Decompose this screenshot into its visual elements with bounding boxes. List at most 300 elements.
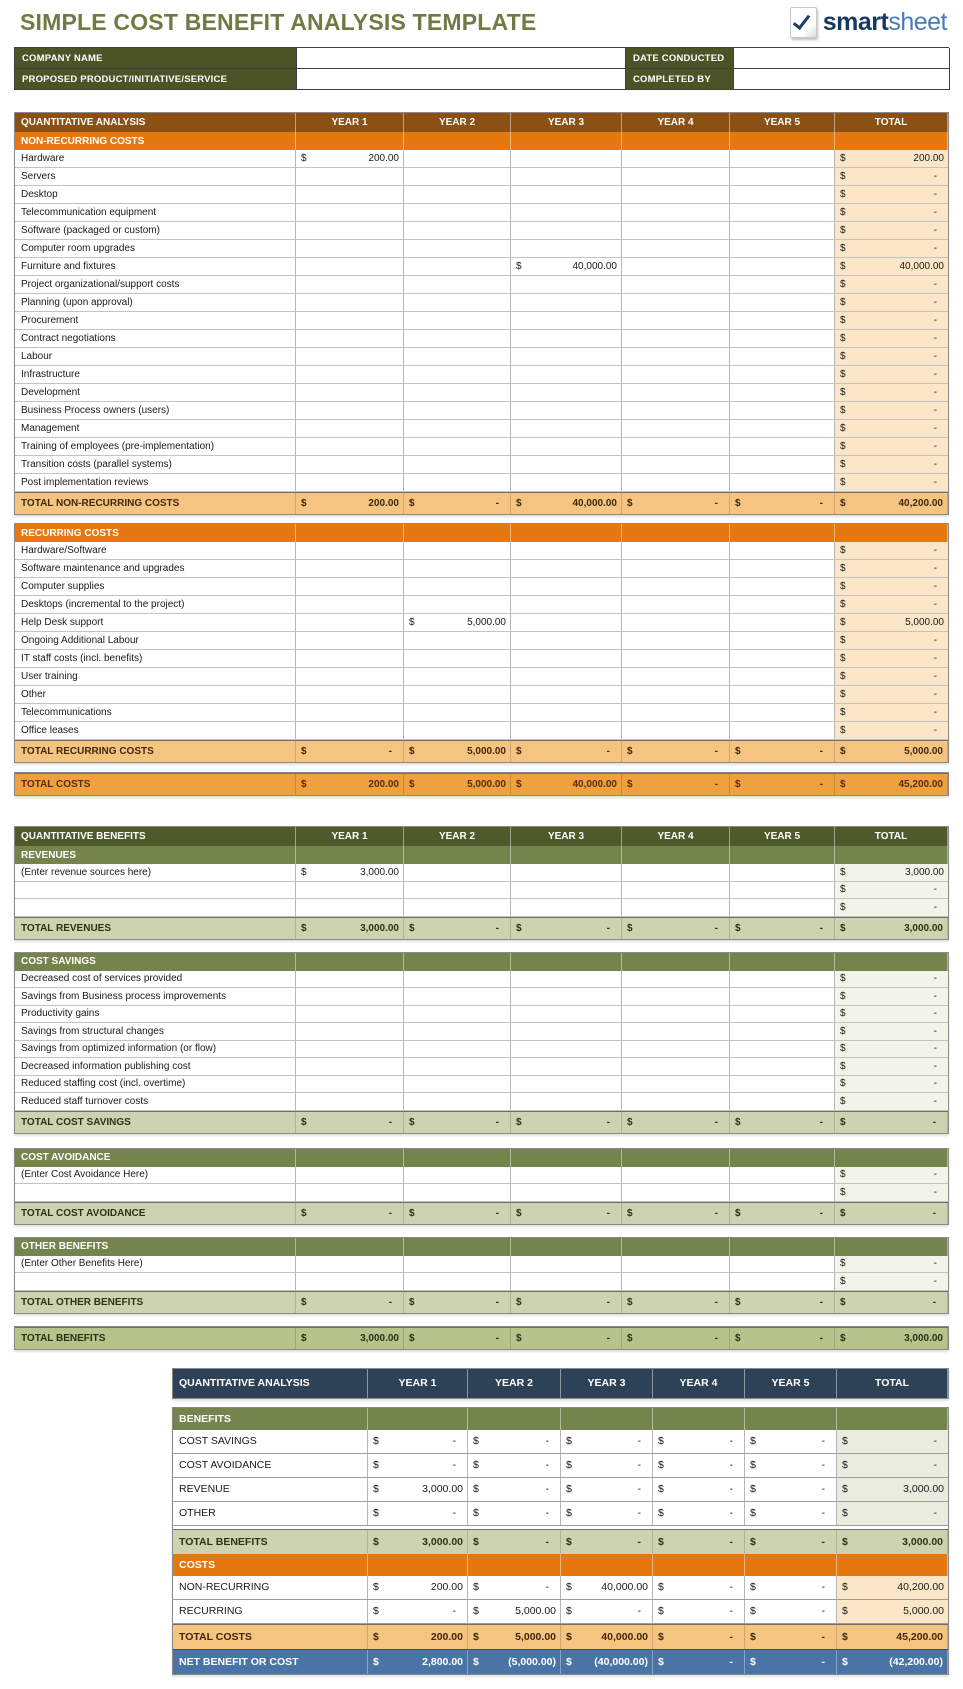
money-cell[interactable] [835, 918, 948, 939]
money-cell[interactable] [561, 1478, 653, 1501]
money-cell[interactable] [835, 240, 948, 257]
money-cell[interactable] [653, 1454, 745, 1477]
money-cell[interactable] [404, 1184, 511, 1201]
money-cell[interactable] [296, 1273, 404, 1290]
money-cell[interactable] [468, 1502, 561, 1525]
money-cell[interactable] [404, 384, 511, 401]
money-cell[interactable] [730, 722, 835, 739]
money-cell[interactable] [730, 204, 835, 221]
money-cell[interactable] [296, 186, 404, 203]
money-cell[interactable] [296, 1184, 404, 1201]
money-cell[interactable] [296, 1023, 404, 1040]
money-cell[interactable] [622, 899, 730, 916]
money-cell[interactable] [296, 614, 404, 631]
money-cell[interactable] [730, 1273, 835, 1290]
money-cell[interactable] [835, 542, 948, 559]
money-cell[interactable] [835, 348, 948, 365]
money-cell[interactable] [404, 240, 511, 257]
money-cell[interactable] [404, 632, 511, 649]
money-cell[interactable] [511, 493, 622, 514]
money-cell[interactable] [296, 1203, 404, 1224]
money-cell[interactable] [837, 1576, 948, 1599]
money-cell[interactable] [622, 1058, 730, 1075]
money-cell[interactable] [622, 222, 730, 239]
money-cell[interactable] [835, 1023, 948, 1040]
money-cell[interactable] [835, 493, 948, 514]
money-cell[interactable] [622, 578, 730, 595]
money-cell[interactable] [835, 1184, 948, 1201]
money-cell[interactable] [730, 150, 835, 167]
money-cell[interactable] [404, 312, 511, 329]
money-cell[interactable] [511, 560, 622, 577]
money-cell[interactable] [730, 1058, 835, 1075]
money-cell[interactable] [404, 402, 511, 419]
money-cell[interactable] [511, 366, 622, 383]
money-cell[interactable] [622, 366, 730, 383]
money-cell[interactable] [835, 1273, 948, 1290]
money-cell[interactable] [296, 420, 404, 437]
money-cell[interactable] [561, 1454, 653, 1477]
money-cell[interactable] [835, 186, 948, 203]
money-cell[interactable] [468, 1454, 561, 1477]
money-cell[interactable] [296, 1093, 404, 1110]
money-cell[interactable] [368, 1502, 468, 1525]
money-cell[interactable] [622, 1256, 730, 1273]
money-cell[interactable] [835, 1058, 948, 1075]
money-cell[interactable] [404, 330, 511, 347]
money-cell[interactable] [511, 1256, 622, 1273]
money-cell[interactable] [511, 384, 622, 401]
money-cell[interactable] [622, 864, 730, 881]
money-cell[interactable] [835, 1041, 948, 1058]
money-cell[interactable] [730, 456, 835, 473]
money-cell[interactable] [730, 312, 835, 329]
money-cell[interactable] [730, 348, 835, 365]
money-cell[interactable] [296, 348, 404, 365]
money-cell[interactable] [561, 1576, 653, 1599]
money-cell[interactable] [622, 1203, 730, 1224]
money-cell[interactable] [511, 542, 622, 559]
money-cell[interactable] [511, 258, 622, 275]
money-cell[interactable] [296, 1292, 404, 1313]
money-cell[interactable] [835, 741, 948, 762]
money-cell[interactable] [404, 722, 511, 739]
money-cell[interactable] [404, 258, 511, 275]
money-cell[interactable] [404, 1112, 511, 1133]
money-cell[interactable] [404, 864, 511, 881]
money-cell[interactable] [404, 204, 511, 221]
money-cell[interactable] [368, 1430, 468, 1453]
money-cell[interactable] [835, 312, 948, 329]
money-cell[interactable] [296, 456, 404, 473]
money-cell[interactable] [511, 596, 622, 613]
money-cell[interactable] [622, 258, 730, 275]
money-cell[interactable] [837, 1502, 948, 1525]
money-cell[interactable] [404, 1273, 511, 1290]
money-cell[interactable] [622, 402, 730, 419]
money-cell[interactable] [730, 1167, 835, 1184]
money-cell[interactable] [296, 988, 404, 1005]
money-cell[interactable] [511, 1093, 622, 1110]
money-cell[interactable] [511, 168, 622, 185]
money-cell[interactable] [622, 704, 730, 721]
money-cell[interactable] [511, 204, 622, 221]
money-cell[interactable] [837, 1625, 948, 1649]
money-cell[interactable] [622, 1112, 730, 1133]
money-cell[interactable] [622, 168, 730, 185]
money-cell[interactable] [368, 1478, 468, 1501]
money-cell[interactable] [730, 1076, 835, 1093]
money-cell[interactable] [404, 493, 511, 514]
money-cell[interactable] [296, 1256, 404, 1273]
money-cell[interactable] [835, 1076, 948, 1093]
money-cell[interactable] [296, 402, 404, 419]
money-cell[interactable] [835, 276, 948, 293]
money-cell[interactable] [622, 1292, 730, 1313]
money-cell[interactable] [730, 560, 835, 577]
money-cell[interactable] [404, 1292, 511, 1313]
money-cell[interactable] [296, 741, 404, 762]
money-cell[interactable] [296, 258, 404, 275]
money-cell[interactable] [404, 150, 511, 167]
money-cell[interactable] [730, 596, 835, 613]
money-cell[interactable] [622, 330, 730, 347]
money-cell[interactable] [404, 560, 511, 577]
money-cell[interactable] [404, 988, 511, 1005]
money-cell[interactable] [622, 493, 730, 514]
money-cell[interactable] [296, 168, 404, 185]
money-cell[interactable] [511, 988, 622, 1005]
money-cell[interactable] [368, 1530, 468, 1554]
money-cell[interactable] [835, 1167, 948, 1184]
money-cell[interactable] [745, 1478, 837, 1501]
money-cell[interactable] [511, 1076, 622, 1093]
money-cell[interactable] [622, 741, 730, 762]
money-cell[interactable] [622, 1328, 730, 1349]
completed-by-input[interactable] [734, 69, 950, 90]
money-cell[interactable] [622, 668, 730, 685]
money-cell[interactable] [622, 971, 730, 988]
money-cell[interactable] [835, 596, 948, 613]
money-cell[interactable] [622, 1167, 730, 1184]
money-cell[interactable] [622, 1184, 730, 1201]
money-cell[interactable] [835, 578, 948, 595]
money-cell[interactable] [622, 632, 730, 649]
money-cell[interactable] [653, 1625, 745, 1649]
money-cell[interactable] [511, 222, 622, 239]
money-cell[interactable] [404, 650, 511, 667]
money-cell[interactable] [837, 1430, 948, 1453]
money-cell[interactable] [745, 1600, 837, 1623]
money-cell[interactable] [511, 1058, 622, 1075]
money-cell[interactable] [511, 1292, 622, 1313]
money-cell[interactable] [468, 1625, 561, 1649]
money-cell[interactable] [561, 1650, 653, 1674]
money-cell[interactable] [404, 1041, 511, 1058]
money-cell[interactable] [296, 204, 404, 221]
money-cell[interactable] [511, 774, 622, 795]
money-cell[interactable] [835, 366, 948, 383]
money-cell[interactable] [835, 474, 948, 491]
money-cell[interactable] [404, 366, 511, 383]
money-cell[interactable] [296, 384, 404, 401]
money-cell[interactable] [561, 1600, 653, 1623]
money-cell[interactable] [511, 420, 622, 437]
money-cell[interactable] [835, 384, 948, 401]
money-cell[interactable] [368, 1625, 468, 1649]
money-cell[interactable] [730, 330, 835, 347]
money-cell[interactable] [730, 168, 835, 185]
money-cell[interactable] [835, 1006, 948, 1023]
money-cell[interactable] [622, 348, 730, 365]
money-cell[interactable] [837, 1600, 948, 1623]
money-cell[interactable] [404, 1006, 511, 1023]
money-cell[interactable] [622, 774, 730, 795]
money-cell[interactable] [511, 294, 622, 311]
money-cell[interactable] [511, 312, 622, 329]
money-cell[interactable] [730, 402, 835, 419]
money-cell[interactable] [835, 1112, 948, 1133]
money-cell[interactable] [468, 1576, 561, 1599]
money-cell[interactable] [730, 741, 835, 762]
money-cell[interactable] [561, 1430, 653, 1453]
money-cell[interactable] [653, 1502, 745, 1525]
money-cell[interactable] [296, 918, 404, 939]
money-cell[interactable] [296, 578, 404, 595]
money-cell[interactable] [511, 632, 622, 649]
money-cell[interactable] [745, 1650, 837, 1674]
money-cell[interactable] [835, 722, 948, 739]
money-cell[interactable] [404, 1076, 511, 1093]
money-cell[interactable] [835, 614, 948, 631]
money-cell[interactable] [404, 456, 511, 473]
money-cell[interactable] [730, 1041, 835, 1058]
money-cell[interactable] [745, 1454, 837, 1477]
proposed-product-input[interactable] [297, 69, 626, 90]
money-cell[interactable] [730, 1292, 835, 1313]
money-cell[interactable] [622, 384, 730, 401]
money-cell[interactable] [622, 596, 730, 613]
money-cell[interactable] [835, 1093, 948, 1110]
money-cell[interactable] [835, 1328, 948, 1349]
money-cell[interactable] [835, 420, 948, 437]
money-cell[interactable] [404, 668, 511, 685]
money-cell[interactable] [745, 1576, 837, 1599]
money-cell[interactable] [730, 294, 835, 311]
money-cell[interactable] [730, 704, 835, 721]
money-cell[interactable] [296, 276, 404, 293]
money-cell[interactable] [745, 1502, 837, 1525]
money-cell[interactable] [511, 1112, 622, 1133]
money-cell[interactable] [835, 168, 948, 185]
money-cell[interactable] [511, 1328, 622, 1349]
money-cell[interactable] [511, 882, 622, 899]
money-cell[interactable] [296, 1006, 404, 1023]
money-cell[interactable] [468, 1478, 561, 1501]
money-cell[interactable] [835, 294, 948, 311]
money-cell[interactable] [561, 1625, 653, 1649]
money-cell[interactable] [404, 614, 511, 631]
money-cell[interactable] [368, 1600, 468, 1623]
money-cell[interactable] [730, 1023, 835, 1040]
money-cell[interactable] [622, 1273, 730, 1290]
money-cell[interactable] [511, 276, 622, 293]
money-cell[interactable] [404, 774, 511, 795]
money-cell[interactable] [511, 438, 622, 455]
money-cell[interactable] [511, 918, 622, 939]
money-cell[interactable] [745, 1530, 837, 1554]
money-cell[interactable] [835, 971, 948, 988]
date-conducted-input[interactable] [734, 48, 950, 69]
money-cell[interactable] [622, 722, 730, 739]
money-cell[interactable] [835, 686, 948, 703]
money-cell[interactable] [404, 276, 511, 293]
money-cell[interactable] [622, 240, 730, 257]
money-cell[interactable] [730, 366, 835, 383]
money-cell[interactable] [511, 186, 622, 203]
money-cell[interactable] [368, 1576, 468, 1599]
money-cell[interactable] [404, 222, 511, 239]
money-cell[interactable] [404, 420, 511, 437]
money-cell[interactable] [511, 668, 622, 685]
money-cell[interactable] [835, 899, 948, 916]
money-cell[interactable] [622, 542, 730, 559]
money-cell[interactable] [622, 456, 730, 473]
money-cell[interactable] [296, 222, 404, 239]
money-cell[interactable] [835, 774, 948, 795]
money-cell[interactable] [468, 1430, 561, 1453]
money-cell[interactable] [404, 704, 511, 721]
money-cell[interactable] [511, 1023, 622, 1040]
money-cell[interactable] [511, 330, 622, 347]
money-cell[interactable] [404, 1256, 511, 1273]
money-cell[interactable] [837, 1454, 948, 1477]
money-cell[interactable] [622, 1093, 730, 1110]
money-cell[interactable] [404, 971, 511, 988]
money-cell[interactable] [511, 1041, 622, 1058]
money-cell[interactable] [835, 222, 948, 239]
money-cell[interactable] [835, 204, 948, 221]
money-cell[interactable] [368, 1650, 468, 1674]
money-cell[interactable] [296, 882, 404, 899]
money-cell[interactable] [653, 1650, 745, 1674]
money-cell[interactable] [404, 686, 511, 703]
money-cell[interactable] [730, 988, 835, 1005]
money-cell[interactable] [622, 650, 730, 667]
money-cell[interactable] [296, 330, 404, 347]
money-cell[interactable] [511, 1273, 622, 1290]
money-cell[interactable] [835, 988, 948, 1005]
money-cell[interactable] [730, 1256, 835, 1273]
money-cell[interactable] [835, 704, 948, 721]
money-cell[interactable] [622, 474, 730, 491]
money-cell[interactable] [404, 294, 511, 311]
money-cell[interactable] [511, 1203, 622, 1224]
money-cell[interactable] [730, 438, 835, 455]
money-cell[interactable] [296, 150, 404, 167]
money-cell[interactable] [296, 686, 404, 703]
money-cell[interactable] [622, 204, 730, 221]
money-cell[interactable] [511, 402, 622, 419]
money-cell[interactable] [511, 1167, 622, 1184]
money-cell[interactable] [622, 988, 730, 1005]
money-cell[interactable] [837, 1478, 948, 1501]
money-cell[interactable] [622, 150, 730, 167]
money-cell[interactable] [404, 741, 511, 762]
money-cell[interactable] [730, 578, 835, 595]
money-cell[interactable] [296, 294, 404, 311]
money-cell[interactable] [296, 899, 404, 916]
money-cell[interactable] [296, 971, 404, 988]
money-cell[interactable] [622, 1006, 730, 1023]
money-cell[interactable] [730, 882, 835, 899]
money-cell[interactable] [835, 632, 948, 649]
money-cell[interactable] [622, 1076, 730, 1093]
money-cell[interactable] [511, 1184, 622, 1201]
money-cell[interactable] [511, 240, 622, 257]
money-cell[interactable] [730, 918, 835, 939]
money-cell[interactable] [622, 312, 730, 329]
money-cell[interactable] [404, 186, 511, 203]
money-cell[interactable] [511, 686, 622, 703]
money-cell[interactable] [730, 774, 835, 795]
money-cell[interactable] [835, 864, 948, 881]
money-cell[interactable] [404, 474, 511, 491]
money-cell[interactable] [730, 1328, 835, 1349]
money-cell[interactable] [745, 1625, 837, 1649]
money-cell[interactable] [296, 650, 404, 667]
money-cell[interactable] [296, 668, 404, 685]
money-cell[interactable] [468, 1530, 561, 1554]
money-cell[interactable] [835, 456, 948, 473]
money-cell[interactable] [511, 614, 622, 631]
company-name-input[interactable] [297, 48, 626, 69]
money-cell[interactable] [511, 150, 622, 167]
money-cell[interactable] [511, 474, 622, 491]
money-cell[interactable] [296, 1167, 404, 1184]
money-cell[interactable] [296, 774, 404, 795]
money-cell[interactable] [730, 186, 835, 203]
money-cell[interactable] [296, 240, 404, 257]
money-cell[interactable] [835, 650, 948, 667]
money-cell[interactable] [837, 1530, 948, 1554]
money-cell[interactable] [622, 1041, 730, 1058]
money-cell[interactable] [511, 1006, 622, 1023]
money-cell[interactable] [296, 312, 404, 329]
money-cell[interactable] [730, 1203, 835, 1224]
money-cell[interactable] [835, 1203, 948, 1224]
money-cell[interactable] [296, 474, 404, 491]
money-cell[interactable] [745, 1430, 837, 1453]
money-cell[interactable] [835, 668, 948, 685]
money-cell[interactable] [296, 596, 404, 613]
money-cell[interactable] [511, 456, 622, 473]
money-cell[interactable] [622, 614, 730, 631]
money-cell[interactable] [653, 1530, 745, 1554]
money-cell[interactable] [622, 882, 730, 899]
money-cell[interactable] [622, 1023, 730, 1040]
money-cell[interactable] [404, 1328, 511, 1349]
money-cell[interactable] [730, 614, 835, 631]
money-cell[interactable] [730, 899, 835, 916]
money-cell[interactable] [511, 899, 622, 916]
money-cell[interactable] [730, 420, 835, 437]
money-cell[interactable] [511, 650, 622, 667]
money-cell[interactable] [511, 348, 622, 365]
money-cell[interactable] [835, 150, 948, 167]
money-cell[interactable] [404, 1023, 511, 1040]
money-cell[interactable] [835, 438, 948, 455]
